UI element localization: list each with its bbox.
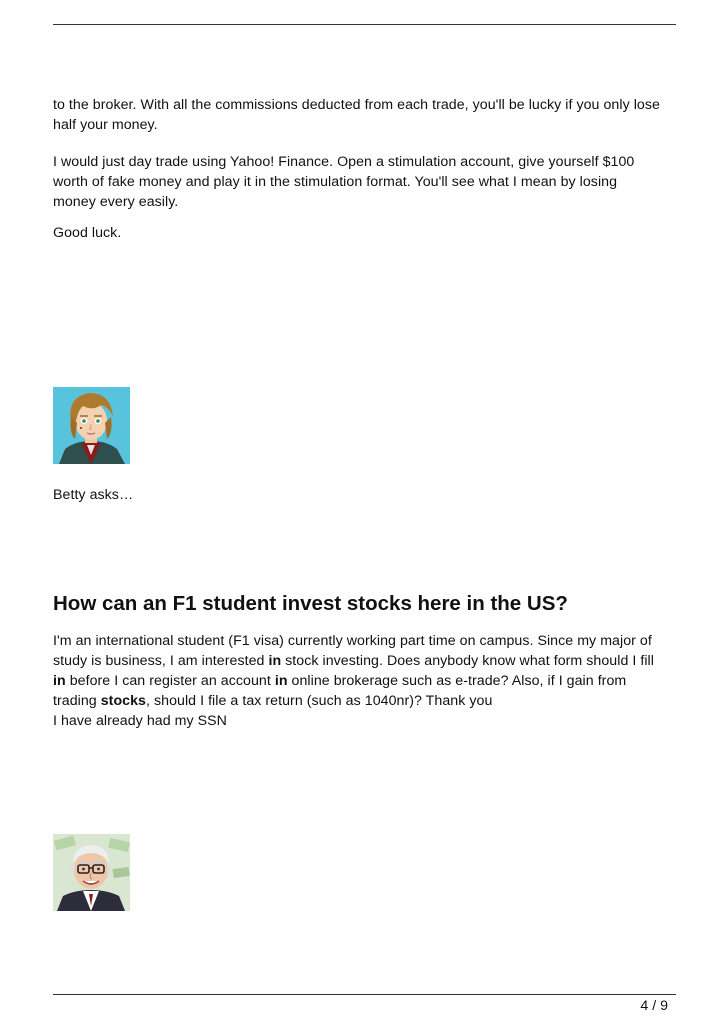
question-line-4a: trading	[53, 693, 101, 709]
keyword-in: in	[53, 673, 66, 689]
question-line-2a: study is business, I am interested	[53, 653, 269, 669]
keyword-in: in	[274, 673, 288, 689]
answer-paragraph-3	[53, 223, 683, 243]
header-rule	[53, 24, 676, 25]
asker-intro-text: Betty asks…	[53, 487, 134, 503]
answer-paragraph-1	[53, 95, 683, 135]
page-number: 4 / 9	[640, 998, 668, 1014]
question-title: How can an F1 student invest stocks here in the US?	[53, 592, 568, 615]
answer-text-1: to the broker. With all the commissions deducted from each trade, you'll be lucky if you only lose half your money.	[53, 97, 660, 133]
cartoon-boy-avatar-icon	[53, 387, 130, 464]
answer-text-2-line-2: worth of fake money and play it in the stimulation format. You'll see what I mean by losing	[53, 174, 618, 190]
answer-text-2-line-1: I would just day trade using Yahoo! Finance. Open a stimulation account, give yourself $100	[53, 154, 635, 170]
question-line-5: I have already had my SSN	[53, 713, 227, 729]
asker-intro	[53, 485, 683, 505]
cartoon-businessman-avatar-icon	[53, 834, 130, 911]
question-body	[53, 631, 683, 731]
question-line-3b: online brokerage such as e-trade? Also, if I gain from	[287, 673, 627, 689]
keyword-stocks: stocks	[100, 693, 146, 709]
answer-paragraph-2	[53, 152, 683, 212]
question-line-3a: before I can register an account	[65, 673, 275, 689]
answer-text-2-line-3: money every easily.	[53, 194, 179, 210]
footer-rule	[53, 994, 676, 995]
question-line-4b: , should I file a tax return (such as 1040nr)? Thank you	[146, 693, 493, 709]
answer-text-3: Good luck.	[53, 225, 122, 241]
question-line-2b: stock investing. Does anybody know what form should I fill	[281, 653, 654, 669]
question-line-1: I'm an international student (F1 visa) currently working part time on campus. Since my major of	[53, 633, 652, 649]
keyword-in: in	[268, 653, 282, 669]
